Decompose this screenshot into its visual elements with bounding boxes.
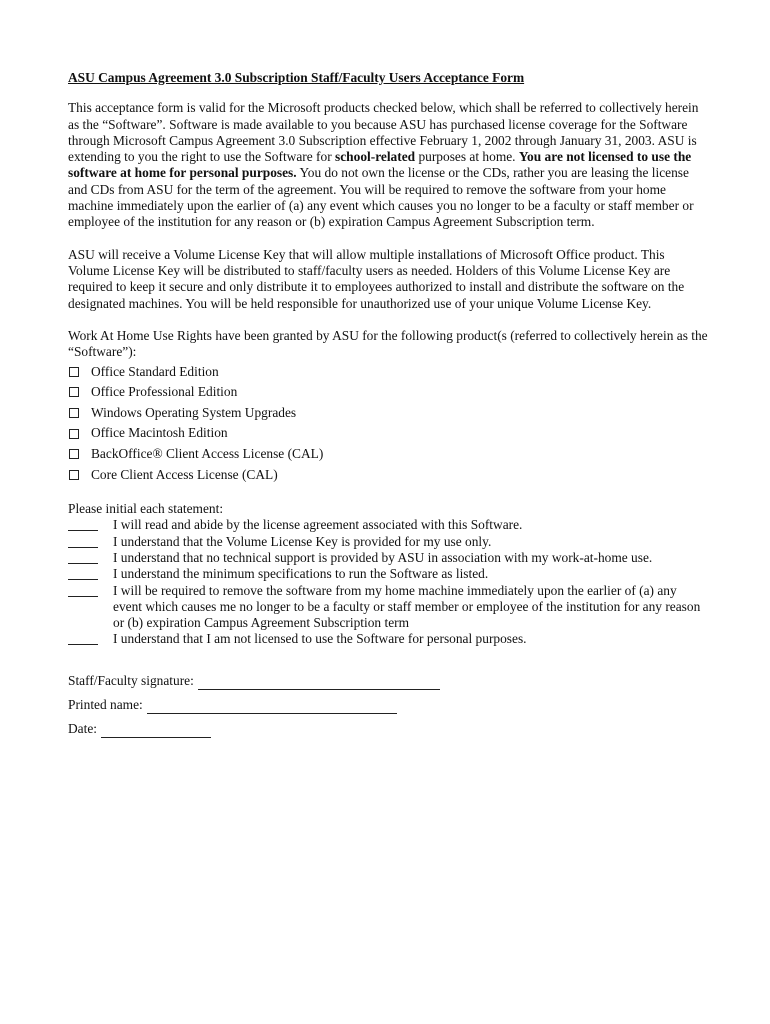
date-line[interactable]: [101, 724, 211, 738]
statement-row: [68, 517, 708, 533]
signature-row: [68, 666, 708, 690]
intro-text-b: purposes at home.: [415, 149, 519, 165]
intro-paragraph: [68, 100, 708, 230]
product-label: Core Client Access License (CAL): [91, 466, 278, 482]
initial-blank[interactable]: [68, 566, 98, 580]
intro-text-c: You do not own the license or the CDs, rather you are leasing the license and CDs from ASU for the term of the agreement. You will be required to remove the software from your home machine immediately upon the earlier of (a) any event which causes you no longer to be a faculty or staff member or employee of the institution for any reason or (b) expiration Campus Agreement Subscription term.: [68, 165, 694, 230]
intro-bold-not-licensed: You are not licensed to use the software at home for personal purposes.: [68, 149, 692, 181]
initial-prompt: Please initial each statement:: [68, 501, 224, 517]
initial-blank[interactable]: [68, 534, 98, 548]
statement-row: [68, 550, 708, 566]
statement-text: I understand that the Volume License Key is provided for my use only.: [113, 533, 492, 549]
statement-text: I understand that no technical support is provided by ASU in association with my work-at-home use.: [113, 549, 653, 565]
product-checkbox[interactable]: [69, 367, 79, 377]
product-label: Office Standard Edition: [91, 363, 219, 379]
form-body: [68, 70, 708, 738]
form-title: ASU Campus Agreement 3.0 Subscription Staff/Faculty Users Acceptance Form: [68, 70, 525, 85]
intro-bold-school-related: school-related: [335, 149, 416, 165]
statement-text: I understand that I am not licensed to use the Software for personal purposes.: [113, 631, 527, 647]
printed-name-label: Printed name:: [68, 697, 143, 713]
product-label: Windows Operating System Upgrades: [91, 404, 297, 420]
product-item[interactable]: [68, 361, 708, 382]
statement-row: [68, 566, 708, 582]
product-item[interactable]: [68, 382, 708, 403]
statement-text: I will be required to remove the software from my home machine immediately upon the earlier of (a) any event which causes me no longer to be a faculty or staff member or employee of the institution for any reason or (b) expiration Campus Agreement Subscription term: [113, 582, 701, 631]
product-item[interactable]: [68, 423, 708, 444]
statement-text: I will read and abide by the license agreement associated with this Software.: [113, 517, 523, 533]
product-item[interactable]: [68, 464, 708, 485]
initial-blank[interactable]: [68, 517, 98, 531]
statement-row: [68, 583, 708, 632]
statement-row: [68, 631, 708, 647]
product-checklist: [68, 361, 708, 485]
product-item[interactable]: [68, 444, 708, 465]
product-checkbox[interactable]: [69, 470, 79, 480]
initial-blank[interactable]: [68, 583, 98, 597]
product-checkbox[interactable]: [69, 449, 79, 459]
statement-list: [68, 517, 708, 647]
signature-label: Staff/Faculty signature:: [68, 673, 194, 689]
rights-intro: Work At Home Use Rights have been granted by ASU for the following product(s (referred to collectively herein as the “Software”):: [68, 327, 708, 360]
initial-blank[interactable]: [68, 631, 98, 645]
signature-line[interactable]: [198, 676, 440, 690]
product-label: Office Macintosh Edition: [91, 425, 228, 441]
date-label: Date:: [68, 721, 97, 737]
initial-blank[interactable]: [68, 550, 98, 564]
printed-name-line[interactable]: [147, 700, 397, 714]
product-checkbox[interactable]: [69, 387, 79, 397]
product-label: Office Professional Edition: [91, 384, 238, 400]
intro-text-a: This acceptance form is valid for the Microsoft products checked below, which shall be referred to collectively herein as the “Software”. Software is made available to you because ASU has purchased license coverage for the Software through Microsoft Campus Agreement 3.0 Subscription effective February 1, 2002 through January 31, 2003. ASU is extending to you the right to use the Software for: [68, 100, 699, 165]
product-item[interactable]: [68, 403, 708, 424]
statement-row: [68, 534, 708, 550]
statement-text: I understand the minimum specifications to run the Software as listed.: [113, 566, 489, 582]
printed-name-row: [68, 690, 708, 714]
product-checkbox[interactable]: [69, 408, 79, 418]
date-row: [68, 714, 708, 738]
product-label: BackOffice® Client Access License (CAL): [91, 445, 324, 461]
product-checkbox[interactable]: [69, 429, 79, 439]
volume-license-paragraph: ASU will receive a Volume License Key that will allow multiple installations of Microsoft Office product. This Volume License Key will be distributed to staff/faculty users as needed. Holders of this Volume License Key are required to keep it secure and only distribute it to employees authorized to install and distribute the software on the designated machines. You will be held responsible for unauthorized use of your unique Volume License Key.: [68, 246, 685, 311]
